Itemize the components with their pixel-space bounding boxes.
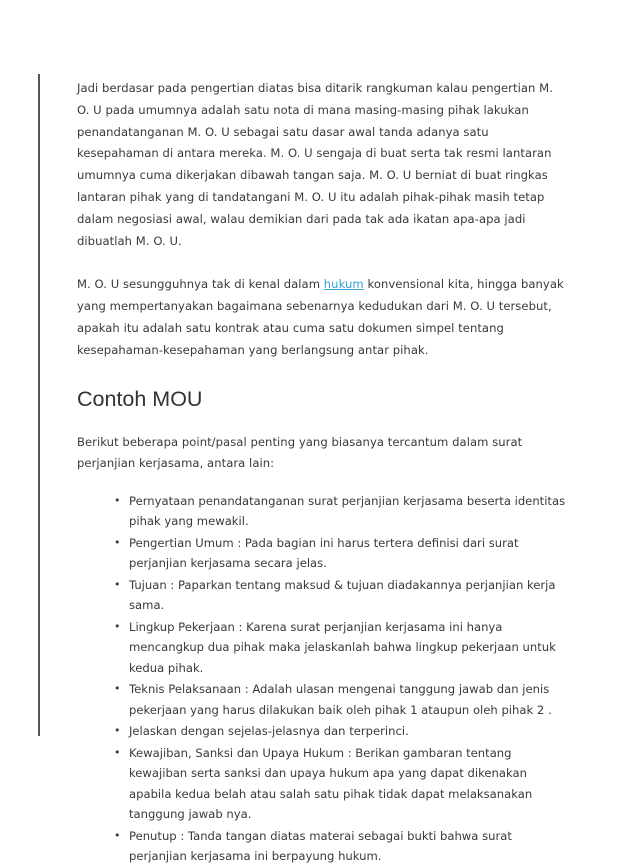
list-item: • Tujuan : Paparkan tentang maksud & tujuan diadakannya perjanjian kerja sama. — [129, 575, 567, 615]
paragraph-mou-legal-status — [77, 274, 567, 361]
list-item: • Penutup : Tanda tangan diatas materai sebagai bukti bahwa surat perjanjian kerjasama ini berpayung hukum. — [129, 826, 567, 866]
bullet-icon: • — [114, 746, 121, 760]
list-item: • Pengertian Umum : Pada bagian ini harus tertera definisi dari surat perjanjian kerjasama secara jelas. — [129, 533, 567, 573]
bullet-icon: • — [114, 536, 121, 550]
section-intro: Berikut beberapa point/pasal penting yang biasanya tercantum dalam surat perjanjian kerjasama, antara lain: — [77, 434, 523, 471]
list-item: • Pernyataan penandatanganan surat perjanjian kerjasama beserta identitas pihak yang mewakil. — [129, 491, 567, 531]
bullet-icon: • — [114, 724, 121, 738]
paragraph-text-after-link: konvensional kita, hingga banyak yang mempertanyakan bagaimana sebenarnya kedudukan dari M. O. U tersebut, apakah itu adalah satu kontrak atau cuma satu dokumen simpel tentang kesepahaman-kesepahaman yang berlangsung antar pihak. — [77, 277, 564, 357]
list-item: • Jelaskan dengan sejelas-jelasnya dan terperinci. — [129, 721, 567, 741]
list-item: • Kewajiban, Sanksi dan Upaya Hukum : Berikan gambaran tentang kewajiban serta sanksi dan upaya hukum apa yang dapat dikenakan apabila kedua belah atau salah satu pihak tidak dapat melaksanakan tanggung jawab nya. — [129, 743, 567, 824]
bullet-icon: • — [114, 494, 121, 508]
hukum-link[interactable]: hukum — [323, 277, 364, 292]
bullet-icon: • — [114, 578, 121, 592]
bullet-icon: • — [114, 620, 121, 634]
section-heading: Contoh MOU — [77, 386, 203, 411]
bullet-icon: • — [114, 828, 121, 842]
mou-points-list — [77, 491, 567, 866]
left-margin-rule — [38, 74, 40, 736]
document-body — [77, 78, 567, 868]
list-item: • Teknis Pelaksanaan : Adalah ulasan mengenai tanggung jawab dan jenis pekerjaan yang harus dilakukan baik oleh pihak 1 ataupun oleh pihak 2 . — [129, 679, 567, 719]
paragraph-mou-definition: Jadi berdasar pada pengertian diatas bisa ditarik rangkuman kalau pengertian M. O. U pada umumnya adalah satu nota di mana masing-masing pihak lakukan penandatanganan M. O. U sebagai satu dasar awal tanda adanya satu kesepahaman di antara mereka. M. O. U sengaja di buat serta tak resmi lantaran umumnya cuma dikerjakan dibawah tangan saja. M. O. U berniat di buat ringkas lantaran pihak yang di tandatangani M. O. U itu adalah pihak-pihak masih tetap dalam negosiasi awal, walau demikian dari pada tak ada ikatan apa-apa jadi dibuatlah M. O. U. — [77, 81, 553, 248]
paragraph-text-before-link: M. O. U sesungguhnya tak di kenal dalam — [77, 277, 324, 292]
list-item: • Lingkup Pekerjaan : Karena surat perjanjian kerjasama ini hanya mencangkup dua pihak maka jelaskanlah bahwa lingkup pekerjaan untuk kedua pihak. — [129, 617, 567, 678]
bullet-icon: • — [114, 682, 121, 696]
